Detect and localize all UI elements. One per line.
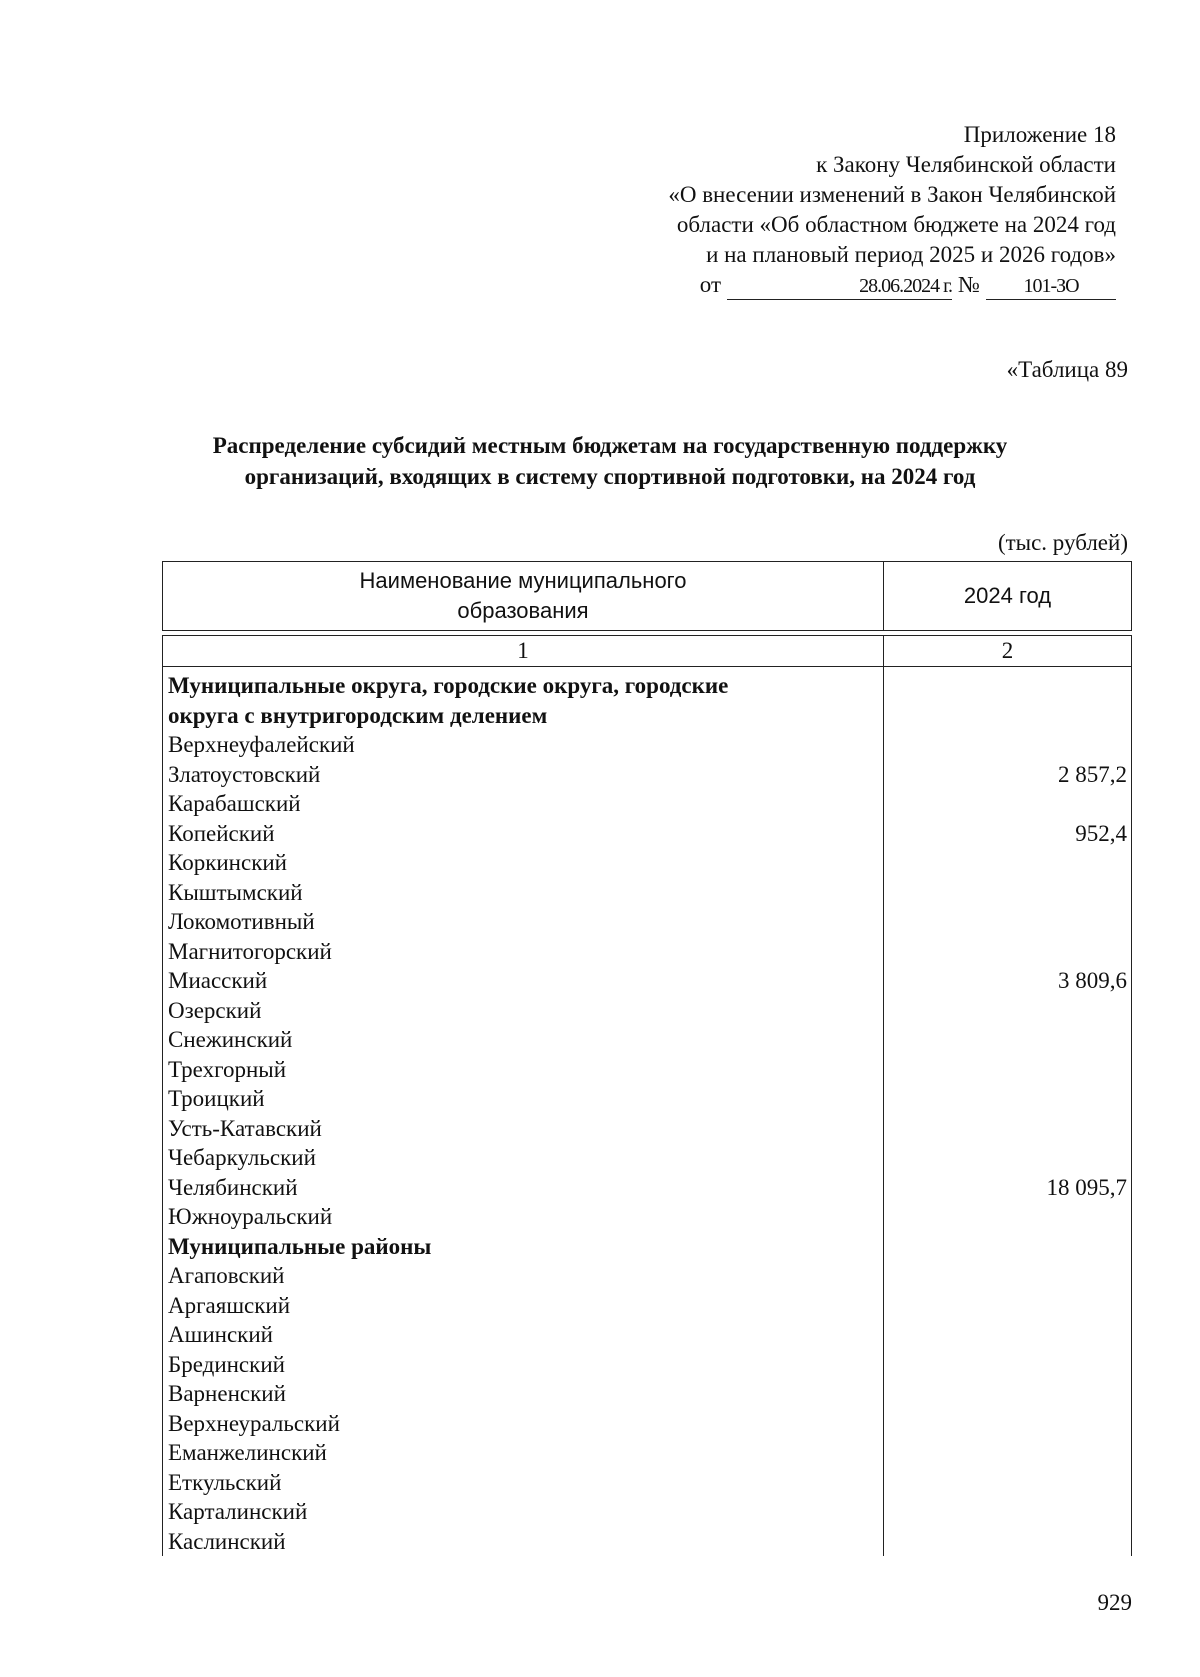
municipality-name: Брединский (163, 1350, 884, 1380)
table-row (163, 1379, 1132, 1409)
subsidy-value (884, 1291, 1132, 1321)
subsidy-value (884, 1379, 1132, 1409)
subsidy-value (884, 1261, 1132, 1291)
page-number: 929 (1097, 1590, 1132, 1615)
subsidy-value (884, 1409, 1132, 1439)
table-row (163, 819, 1132, 849)
subsidy-value (884, 1232, 1132, 1262)
group-header-row (163, 667, 1132, 701)
table-row (163, 1291, 1132, 1321)
municipality-name: Озерский (163, 996, 884, 1026)
subsidy-value (884, 937, 1132, 967)
column-number-row (163, 636, 1132, 667)
municipality-name: Кыштымский (163, 878, 884, 908)
subsidy-value (884, 1350, 1132, 1380)
table-row (163, 878, 1132, 908)
subsidy-value (884, 1202, 1132, 1232)
subsidy-value (884, 1143, 1132, 1173)
municipality-name: Еманжелинский (163, 1438, 884, 1468)
subsidy-value (884, 701, 1132, 731)
subsidy-value (884, 1055, 1132, 1085)
table-row (163, 1114, 1132, 1144)
law-number: 101-ЗО (986, 273, 1116, 300)
subsidy-value (884, 667, 1132, 701)
municipality-name: Еткульский (163, 1468, 884, 1498)
table-row (163, 760, 1132, 790)
table-row (163, 1468, 1132, 1498)
subsidy-value: 3 809,6 (884, 966, 1132, 996)
subsidy-value (884, 1320, 1132, 1350)
table-row (163, 1497, 1132, 1527)
subsidy-value (884, 730, 1132, 760)
table-row (163, 1055, 1132, 1085)
subsidy-value (884, 1497, 1132, 1527)
table-row (163, 1261, 1132, 1291)
subsidy-value (884, 996, 1132, 1026)
table-row (163, 1527, 1132, 1557)
law-date: 28.06.2024 г. (727, 273, 952, 300)
appendix-line: Приложение 18 (963, 122, 1116, 147)
municipality-name: Верхнеуфалейский (163, 730, 884, 760)
header-text: Наименование муниципального (359, 568, 687, 593)
title-line: Распределение субсидий местным бюджетам на государственную поддержку (212, 433, 1008, 458)
municipality-name: Муниципальные районы (163, 1232, 884, 1262)
table-row (163, 996, 1132, 1026)
municipality-name: Трехгорный (163, 1055, 884, 1085)
subsidy-value (884, 848, 1132, 878)
municipality-name: Коркинский (163, 848, 884, 878)
date-number-line (476, 270, 1116, 300)
appendix-line: области «Об областном бюджете на 2024 год (676, 212, 1116, 237)
group-header-row (163, 701, 1132, 731)
subsidy-value (884, 878, 1132, 908)
municipality-name: Карталинский (163, 1497, 884, 1527)
municipality-name: Магнитогорский (163, 937, 884, 967)
subsidy-value: 952,4 (884, 819, 1132, 849)
document-title (130, 430, 1090, 492)
table-row (163, 1409, 1132, 1439)
subsidy-value (884, 1025, 1132, 1055)
municipality-name: Южноуральский (163, 1202, 884, 1232)
subsidy-value (884, 1084, 1132, 1114)
table-row (163, 1025, 1132, 1055)
municipality-name: Чебаркульский (163, 1143, 884, 1173)
subsidy-value (884, 1468, 1132, 1498)
table-label: «Таблица 89 (1006, 357, 1128, 382)
municipality-name: Верхнеуральский (163, 1409, 884, 1439)
municipality-name: Карабашский (163, 789, 884, 819)
municipality-name: Троицкий (163, 1084, 884, 1114)
municipality-name: округа с внутригородским делением (163, 701, 884, 731)
table-row (163, 1143, 1132, 1173)
subsidy-value (884, 907, 1132, 937)
subsidy-value: 2 857,2 (884, 760, 1132, 790)
municipality-name: Варненский (163, 1379, 884, 1409)
title-line: организаций, входящих в систему спортивной подготовки, на 2024 год (244, 464, 976, 489)
table-row (163, 1438, 1132, 1468)
column-number: 1 (163, 636, 884, 667)
column-number: 2 (884, 636, 1132, 667)
municipality-name: Усть-Катавский (163, 1114, 884, 1144)
municipality-name: Ашинский (163, 1320, 884, 1350)
column-header-year: 2024 год (884, 562, 1132, 631)
table-row (163, 966, 1132, 996)
table-row (163, 1320, 1132, 1350)
subsidy-value (884, 789, 1132, 819)
number-label: № (958, 272, 980, 297)
municipality-name: Каслинский (163, 1527, 884, 1557)
municipality-name: Челябинский (163, 1173, 884, 1203)
group-header-row (163, 1232, 1132, 1262)
table-header-row (163, 562, 1132, 631)
appendix-line: «О внесении изменений в Закон Челябинской (668, 182, 1116, 207)
subsidy-value (884, 1438, 1132, 1468)
municipality-name: Локомотивный (163, 907, 884, 937)
table-row (163, 1202, 1132, 1232)
municipality-name: Миасский (163, 966, 884, 996)
appendix-line: к Закону Челябинской области (816, 152, 1116, 177)
subsidy-value (884, 1527, 1132, 1557)
table-body (163, 667, 1132, 1557)
from-label: от (699, 272, 722, 297)
municipality-name: Златоустовский (163, 760, 884, 790)
municipality-name: Копейский (163, 819, 884, 849)
municipality-name: Снежинский (163, 1025, 884, 1055)
table-row (163, 1084, 1132, 1114)
table-row (163, 1173, 1132, 1203)
municipality-name: Агаповский (163, 1261, 884, 1291)
municipality-name: Аргаяшский (163, 1291, 884, 1321)
units-label: (тыс. рублей) (997, 530, 1128, 555)
table-row (163, 1350, 1132, 1380)
header-text: образования (457, 598, 589, 623)
subsidy-value (884, 1114, 1132, 1144)
table-row (163, 907, 1132, 937)
subsidy-table (162, 561, 1132, 1556)
municipality-name: Муниципальные округа, городские округа, городские (163, 667, 884, 701)
table-row (163, 848, 1132, 878)
appendix-header (476, 120, 1116, 300)
column-header-municipality (163, 562, 884, 631)
table-row (163, 789, 1132, 819)
appendix-line: и на плановый период 2025 и 2026 годов» (706, 242, 1116, 267)
subsidy-value: 18 095,7 (884, 1173, 1132, 1203)
table-row (163, 937, 1132, 967)
table-row (163, 730, 1132, 760)
